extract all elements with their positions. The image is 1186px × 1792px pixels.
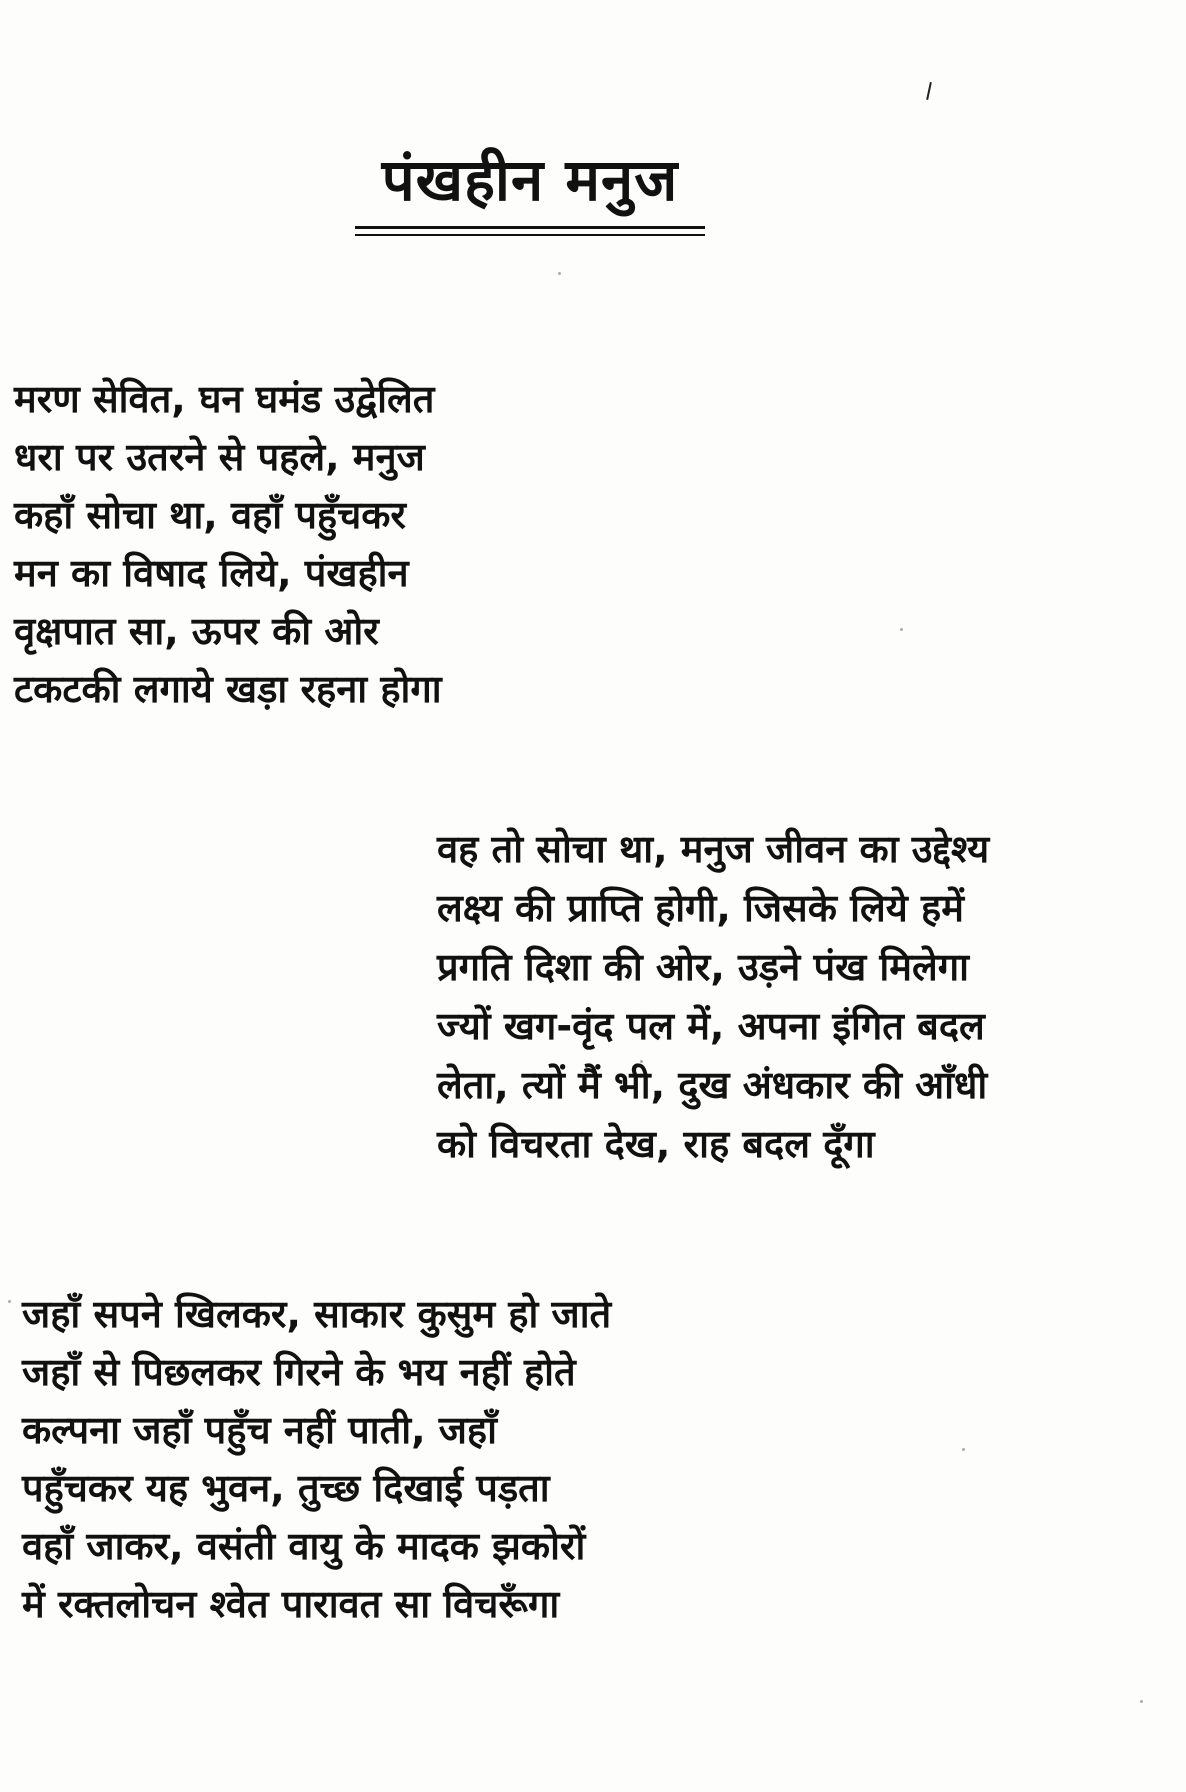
print-speck (8, 1300, 11, 1303)
poem-line: को विचरता देख, राह बदल दूँगा (437, 1122, 875, 1166)
print-speck (962, 1448, 965, 1451)
print-speck (1140, 1700, 1143, 1703)
title-underline-second (355, 234, 705, 236)
print-speck (900, 628, 903, 631)
poem-line: जहाँ सपने खिलकर, साकार कुसुम हो जाते (22, 1292, 612, 1336)
poem-line: कल्पना जहाँ पहुँच नहीं पाती, जहाँ (22, 1408, 497, 1452)
poem-line: ज्यों खग-वृंद पल में, अपना इंगित बदल (437, 1004, 985, 1048)
stanza-2 (437, 820, 989, 1174)
poem-line: मरण सेवित, घन घमंड उद्वेलित (14, 377, 435, 421)
poem-line: लक्ष्य की प्राप्ति होगी, जिसके लिये हमें (437, 886, 964, 930)
poem-line: पहुँचकर यह भुवन, तुच्छ दिखाई पड़ता (22, 1466, 550, 1510)
stanza-3 (22, 1285, 611, 1633)
poem-line: मन का विषाद लिये, पंखहीन (14, 551, 409, 595)
poem-line: जहाँ से पिछलकर गिरने के भय नहीं होते (22, 1350, 576, 1394)
print-speck (558, 272, 561, 275)
poem-line: प्रगति दिशा की ओर, उड़ने पंख मिलेगा (437, 945, 969, 989)
stanza-1 (14, 370, 442, 718)
poem-line: में रक्तलोचन श्वेत पारावत सा विचरूँगा (22, 1582, 560, 1626)
poem-line: टकटकी लगाये खड़ा रहना होगा (14, 667, 442, 711)
poem-line: धरा पर उतरने से पहले, मनुज (14, 435, 425, 479)
margin-mark (926, 82, 932, 100)
poem-line: वृक्षपात सा, ऊपर की ओर (14, 609, 379, 653)
title-underline (355, 226, 705, 229)
poem-line: लेता, त्यों मैं भी, दुख अंधकार की आँधी (437, 1063, 988, 1107)
poem-line: कहाँ सोचा था, वहाँ पहुँचकर (14, 493, 406, 537)
poem-line: वह तो सोचा था, मनुज जीवन का उद्देश्य (437, 827, 990, 871)
title-block (350, 140, 710, 236)
poem-line: वहाँ जाकर, वसंती वायु के मादक झकोरों (22, 1524, 586, 1568)
page-title: पंखहीन मनुज (381, 146, 679, 214)
